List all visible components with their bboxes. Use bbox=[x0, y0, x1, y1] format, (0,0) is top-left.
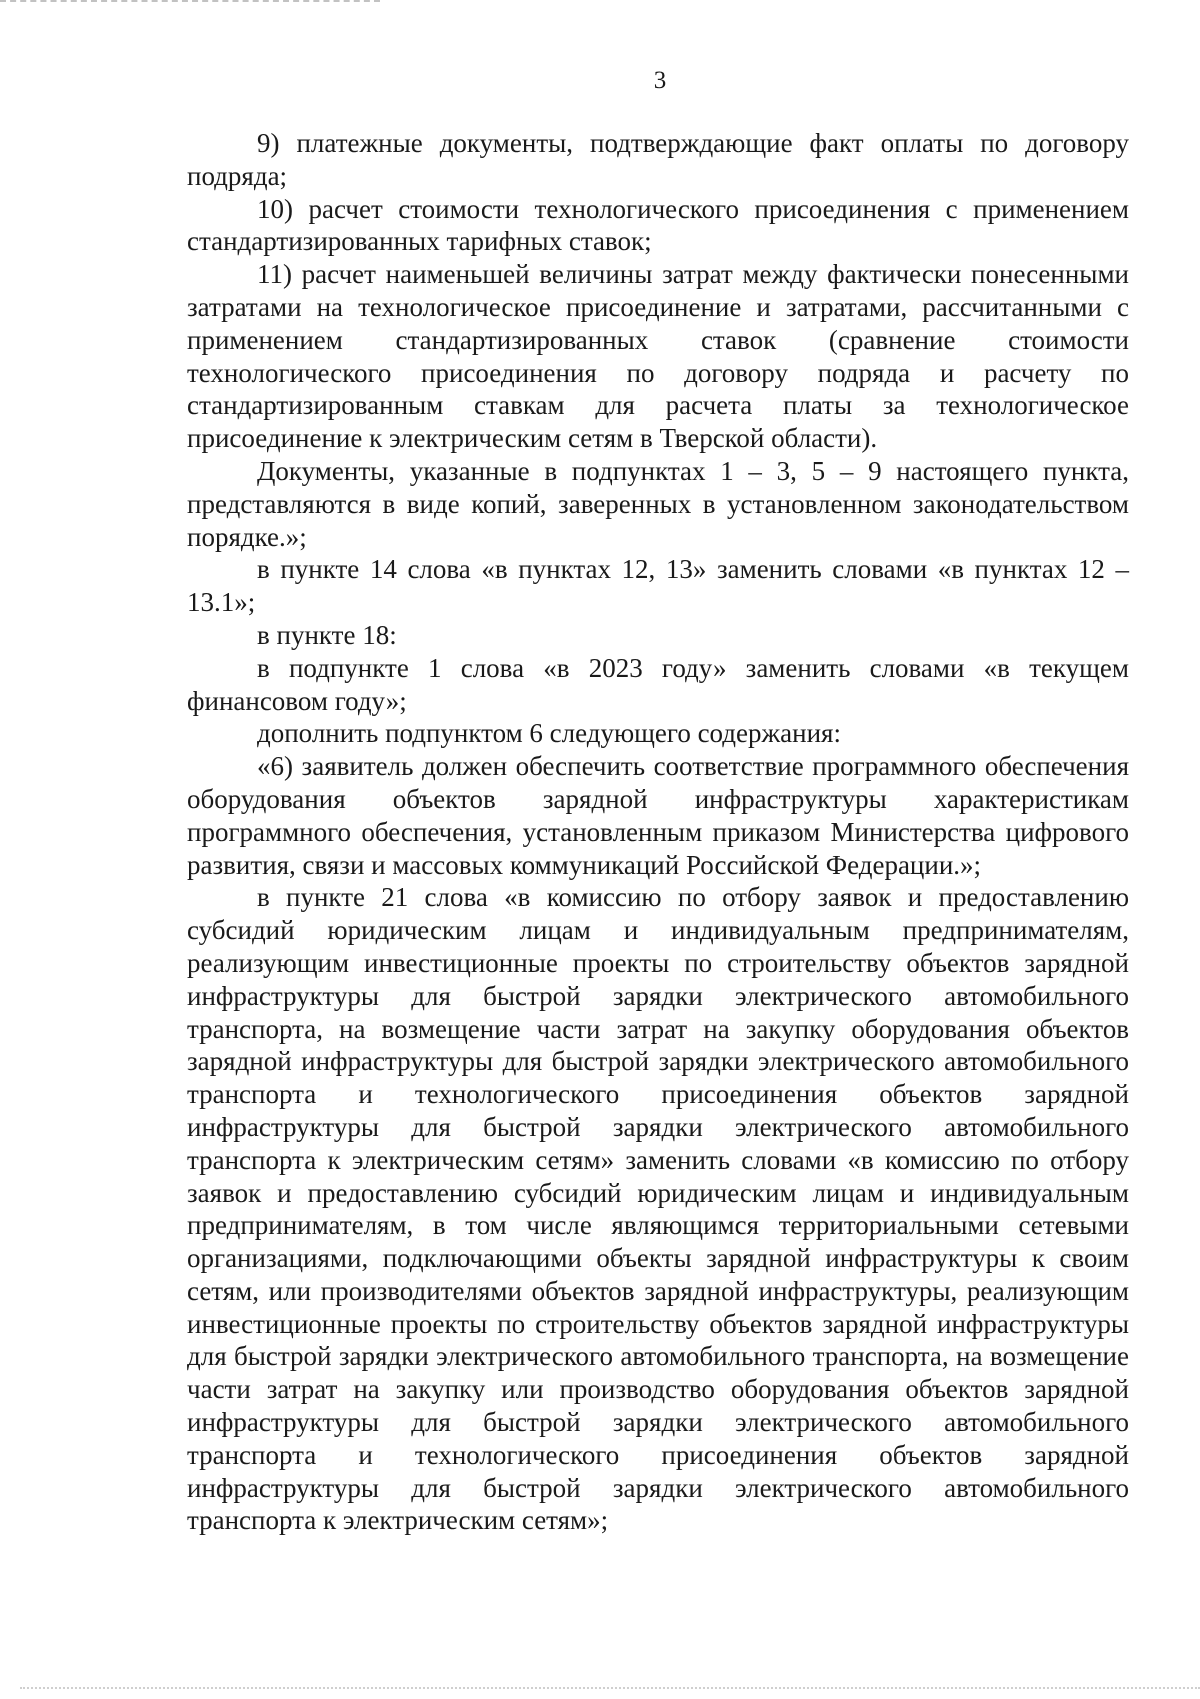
paragraph-clause-18-sub-1: в подпункте 1 слова «в 2023 году» заменить словами «в текущем финансовом году»; bbox=[187, 652, 1129, 716]
paragraph-item-11: 11) расчет наименьшей величины затрат между фактически понесенными затратами на технологическое присоединение и затратами, рассчитанными с применением стандартизированных ставок (сравнение стоимости технологического присоединения по договору подряда и расчету по стандартизированным ставкам для расчета платы за технологическое присоединение к электрическим сетям в Тверской области). bbox=[187, 259, 1129, 454]
paragraph-add-sub-6: дополнить подпунктом 6 следующего содержания: bbox=[257, 718, 841, 749]
paragraph-clause-21: в пункте 21 слова «в комиссию по отбору заявок и предоставлению субсидий юридическим лицам и индивидуальным предпринимателям, реализующим инвестиционные проекты по строительству объектов зарядной инфраструктуры для быстрой зарядки электрического автомобильного транспорта, на возмещение части затрат на закупку оборудования объектов зарядной инфраструктуры для быстрой зарядки электрического автомобильного транспорта и технологического присоединения объектов зарядной инфраструктуры для быстрой зарядки электрического автомобильного транспорта к электрическим сетям» заменить словами «в комиссию по отбору заявок и предоставлению субсидий юридическим лицам и индивидуальным предпринимателям, в том числе являющимся территориальными сетевыми организациями, подключающими объекты зарядной инфраструктуры к своим сетям, или производителями объектов зарядной инфраструктуры, реализующим инвестиционные проекты по строительству объектов зарядной инфраструктуры для быстрой зарядки электрического автомобильного транспорта, на возмещение части затрат на закупку или производство оборудования объектов зарядной инфраструктуры для быстрой зарядки электрического автомобильного транспорта и технологического присоединения объектов зарядной инфраструктуры для быстрой зарядки электрического автомобильного транспорта к электрическим сетям»; bbox=[187, 882, 1129, 1536]
paragraph-clause-18-heading: в пункте 18: bbox=[257, 619, 397, 650]
paragraph-item-10: 10) расчет стоимости технологического присоединения с применением стандартизированных тарифных ставок; bbox=[187, 193, 1129, 257]
scan-edge-top bbox=[0, 0, 380, 5]
page-number: 3 bbox=[653, 67, 667, 94]
paragraph-sub-6-text: «6) заявитель должен обеспечить соответствие программного обеспечения оборудования объектов зарядной инфраструктуры характеристикам программного обеспечения, установленным приказом Министерства цифрового развития, связи и массовых коммуникаций Российской Федерации.»; bbox=[187, 751, 1129, 880]
scan-edge-bottom bbox=[20, 1687, 1200, 1691]
paragraph-clause-14: в пункте 14 слова «в пунктах 12, 13» заменить словами «в пунктах 12 – 13.1»; bbox=[187, 554, 1129, 618]
paragraph-item-9: 9) платежные документы, подтверждающие факт оплаты по договору подряда; bbox=[187, 128, 1129, 191]
paragraph-documents-copies: Документы, указанные в подпунктах 1 – 3, 5 – 9 настоящего пункта, представляются в виде копий, заверенных в установленном законодательством порядке.»; bbox=[187, 455, 1129, 552]
document-body bbox=[187, 127, 1129, 1537]
